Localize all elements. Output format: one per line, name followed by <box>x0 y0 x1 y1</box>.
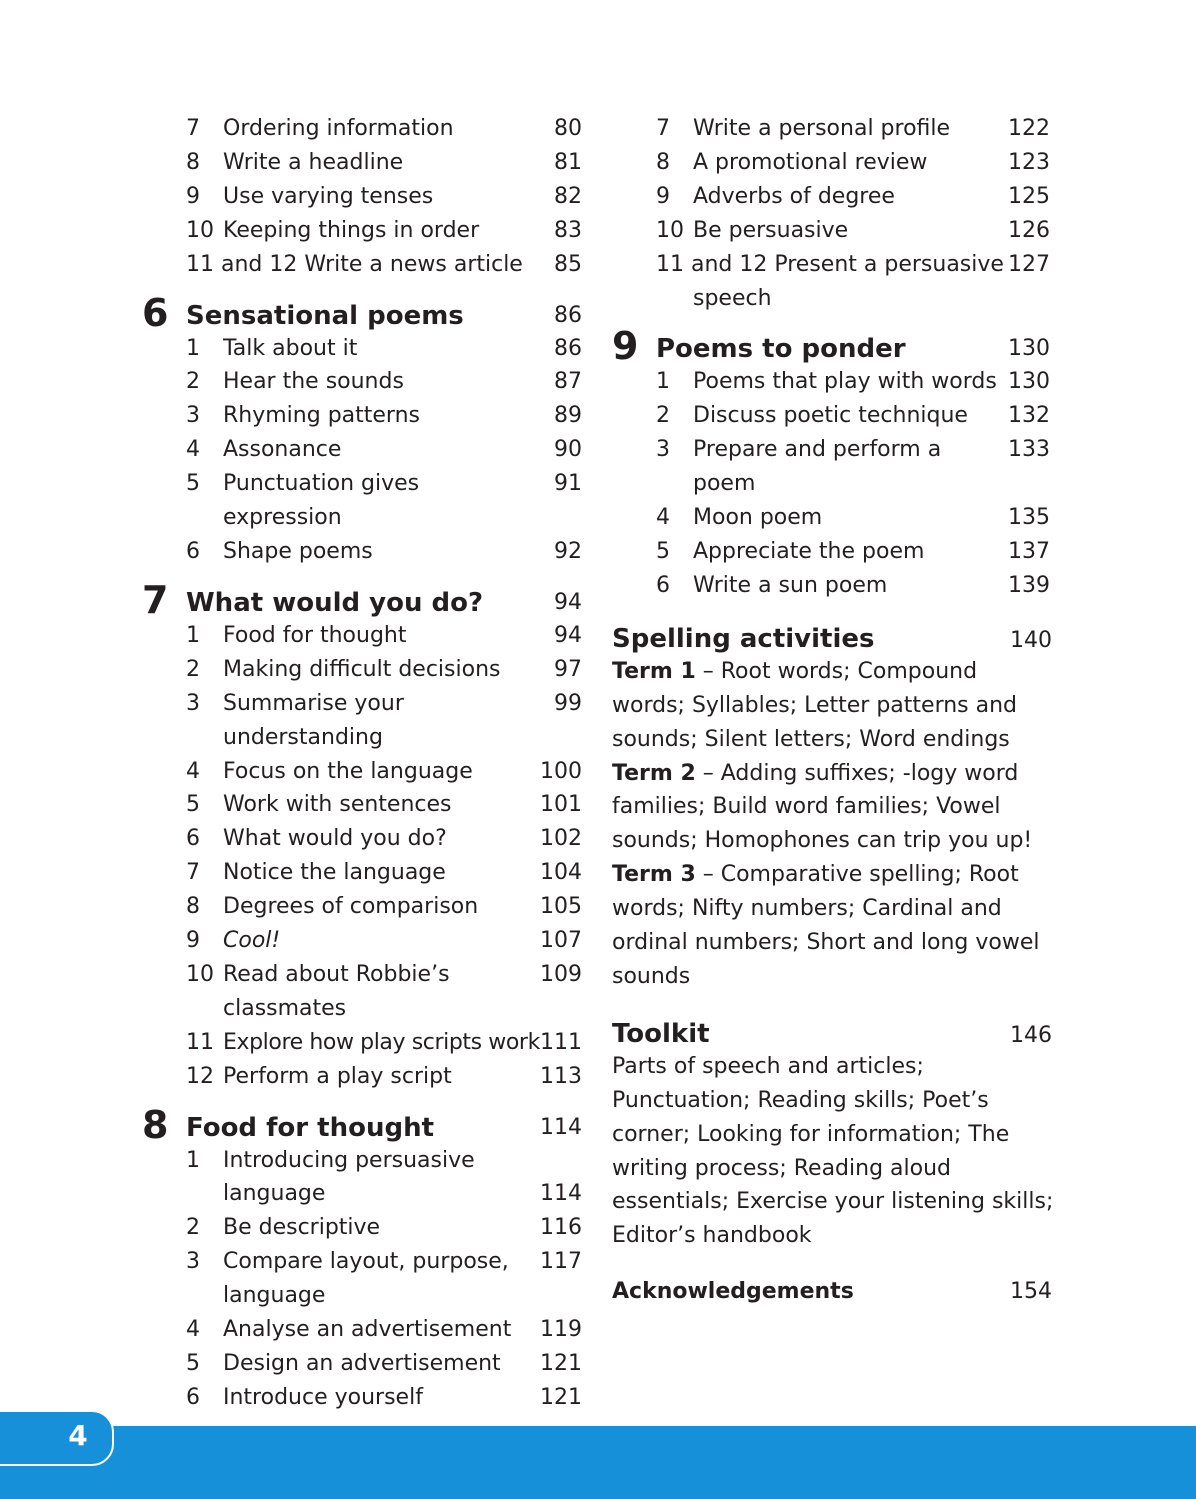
toc-entry[interactable] <box>612 569 1058 603</box>
entry-title-continued: speech <box>693 285 772 311</box>
toc-entry[interactable] <box>612 501 1058 535</box>
toc-entry[interactable] <box>142 924 590 958</box>
entry-number: 1 <box>186 335 200 361</box>
entry-page: 121 <box>540 1384 582 1410</box>
entry-page: 122 <box>1008 116 1050 141</box>
toc-entry[interactable] <box>142 332 590 366</box>
entry-page: 80 <box>554 116 582 141</box>
toc-entry[interactable] <box>142 687 590 755</box>
toc-entry[interactable] <box>612 248 1058 316</box>
unit-heading-9[interactable] <box>612 324 1058 369</box>
toc-entry[interactable] <box>142 788 590 822</box>
toc-entry[interactable] <box>142 433 590 467</box>
entry-number: 1 <box>186 1147 200 1173</box>
entry-title: Focus on the language <box>223 758 473 784</box>
entry-title: 11 and 12 Write a news article <box>186 251 523 277</box>
unit-title: What would you do? <box>186 587 484 618</box>
entry-page: 91 <box>554 471 582 497</box>
contents-right-column <box>612 112 1058 1307</box>
toolkit-heading[interactable] <box>612 1016 1058 1050</box>
unit-title: Poems to ponder <box>656 334 906 365</box>
toc-entry[interactable] <box>612 365 1058 399</box>
toc-entry[interactable] <box>142 399 590 433</box>
entry-number: 7 <box>656 116 670 141</box>
entry-page: 117 <box>540 1249 582 1275</box>
entry-title: Moon poem <box>693 505 823 531</box>
entry-title: Adverbs of degree <box>693 183 895 209</box>
toc-entry[interactable] <box>142 619 590 653</box>
toolkit-topics: Parts of speech and articles; Punctuation; Reading skills; Poet’s corner; Looking for information; The writing process; Reading aloud essentials; Exercise your listening skills; Editor’s handbook <box>612 1053 1054 1249</box>
section-title: Spelling activities <box>612 623 875 654</box>
entry-page: 94 <box>554 622 582 648</box>
acknowledgements-entry[interactable] <box>612 1273 1058 1307</box>
entry-page: 114 <box>540 1181 582 1207</box>
term-text: – Adding suffixes; -logy word families; Build word families; Vowel sounds; Homophones can trip you up! <box>612 760 1033 854</box>
unit-number: 6 <box>142 290 169 335</box>
entry-page: 85 <box>554 251 582 277</box>
entry-number: 3 <box>656 437 670 463</box>
entry-title: Cool! <box>223 928 281 954</box>
entry-page: 139 <box>1008 572 1050 598</box>
entry-title: 11 and 12 Present a persuasive <box>656 251 1004 277</box>
entry-number: 6 <box>186 538 200 564</box>
entry-page: 86 <box>554 335 582 361</box>
section-title: Toolkit <box>612 1018 710 1049</box>
entry-number: 5 <box>656 538 670 564</box>
entry-number: 8 <box>186 894 200 920</box>
unit-page: 114 <box>540 1114 582 1140</box>
entry-title: Rhyming patterns <box>223 403 420 429</box>
entry-number: 1 <box>656 369 670 395</box>
entry-title: Write a personal profile <box>693 116 951 141</box>
entry-number: 4 <box>186 758 200 784</box>
term-3-topics <box>612 858 1054 994</box>
entry-title: Write a headline <box>223 149 404 175</box>
unit-number: 9 <box>612 324 639 369</box>
entry-page: 92 <box>554 538 582 564</box>
entry-number: 6 <box>656 572 670 598</box>
toc-entry[interactable] <box>612 146 1058 180</box>
entry-page: 113 <box>540 1063 582 1089</box>
toc-entry[interactable] <box>142 1211 590 1245</box>
entry-page: 90 <box>554 437 582 463</box>
toc-entry[interactable] <box>142 755 590 789</box>
entry-title: Read about Robbie’s classmates <box>223 961 450 1021</box>
toc-entry[interactable] <box>142 214 590 248</box>
footer-bar <box>0 1426 1196 1499</box>
unit-heading-6[interactable] <box>142 290 590 335</box>
unit-page: 94 <box>554 589 582 615</box>
toc-entry[interactable] <box>142 1313 590 1347</box>
entry-page: 130 <box>1008 369 1050 395</box>
term-text: – Root words; Compound words; Syllables; Letter patterns and sounds; Silent letters; Word endings <box>612 658 1018 752</box>
entry-page: 83 <box>554 217 582 243</box>
entry-title: Analyse an advertisement <box>223 1317 512 1343</box>
entry-page: 99 <box>554 690 582 716</box>
entry-number: 6 <box>186 826 200 852</box>
entry-page: 82 <box>554 183 582 209</box>
entry-page: 102 <box>540 826 582 852</box>
entry-page: 97 <box>554 656 582 682</box>
entry-title: Work with sentences <box>223 792 452 818</box>
entry-title: Talk about it <box>223 335 358 361</box>
toc-entry[interactable] <box>612 535 1058 569</box>
toc-entry[interactable] <box>142 146 590 180</box>
toc-entry[interactable] <box>142 1245 590 1313</box>
toc-entry[interactable] <box>142 112 590 146</box>
entry-page: 119 <box>540 1317 582 1343</box>
toc-entry[interactable] <box>612 112 1058 146</box>
entry-number: 10 <box>186 217 214 243</box>
entry-page: 107 <box>540 928 582 954</box>
entry-number: 6 <box>186 1384 200 1410</box>
toc-entry[interactable] <box>612 180 1058 214</box>
entry-number: 5 <box>186 471 200 497</box>
entry-number: 4 <box>656 505 670 531</box>
entry-number: 10 <box>186 961 214 987</box>
entry-page: 87 <box>554 369 582 395</box>
entry-title: Punctuation gives expression <box>223 471 420 531</box>
toc-entry[interactable] <box>142 856 590 890</box>
entry-page: 104 <box>540 860 582 886</box>
entry-page: 100 <box>540 758 582 784</box>
toc-entry[interactable] <box>142 180 590 214</box>
entry-page: 81 <box>554 149 582 175</box>
entry-number: 5 <box>186 1351 200 1376</box>
toc-entry[interactable] <box>142 1144 590 1212</box>
entry-page: 127 <box>1008 251 1050 277</box>
toc-entry[interactable] <box>612 433 1058 501</box>
entry-page: 121 <box>540 1351 582 1376</box>
toc-entry[interactable] <box>142 822 590 856</box>
section-page: 146 <box>1010 1022 1052 1048</box>
entry-title: Discuss poetic technique <box>693 403 968 429</box>
entry-page: 126 <box>1008 217 1050 243</box>
unit-title: Food for thought <box>186 1112 435 1143</box>
term-label: Term 3 <box>612 862 696 888</box>
entry-page: 111 <box>540 1029 582 1055</box>
entry-title: Assonance <box>223 437 342 463</box>
entry-title: Introduce yourself <box>223 1384 423 1410</box>
toc-entry[interactable] <box>142 365 590 399</box>
unit-page: 130 <box>1008 336 1050 362</box>
entry-title: Hear the sounds <box>223 369 404 395</box>
entry-page: 116 <box>540 1215 582 1241</box>
entry-number: 3 <box>186 403 200 429</box>
entry-title: Introducing persuasive language <box>223 1147 475 1207</box>
acknowledgements-page: 154 <box>1010 1279 1052 1305</box>
entry-title: Use varying tenses <box>223 183 434 209</box>
page-number: 4 <box>68 1419 88 1452</box>
term-2-topics <box>612 757 1054 859</box>
entry-title: Prepare and perform a poem <box>693 437 942 497</box>
entry-page: 101 <box>540 792 582 818</box>
entry-title: A promotional review <box>693 149 928 175</box>
entry-title: Notice the language <box>223 860 446 886</box>
entry-number: 9 <box>186 183 200 209</box>
entry-title: Appreciate the poem <box>693 538 925 564</box>
entry-title: Food for thought <box>223 622 407 648</box>
toc-entry[interactable] <box>612 399 1058 433</box>
entry-number: 10 <box>656 217 684 243</box>
entry-title: Compare layout, purpose, language <box>223 1249 509 1309</box>
entry-number: 2 <box>656 403 670 429</box>
entry-title: Write a sun poem <box>693 572 888 598</box>
entry-title: Perform a play script <box>223 1063 452 1089</box>
entry-title: Shape poems <box>223 538 373 564</box>
entry-number: 9 <box>656 183 670 209</box>
section-page: 140 <box>1010 627 1052 653</box>
entry-title: Degrees of comparison <box>223 894 479 920</box>
entry-title: Summarise your understanding <box>223 690 404 750</box>
entry-number: 8 <box>656 149 670 175</box>
term-label: Term 2 <box>612 760 696 786</box>
entry-page: 133 <box>1008 437 1050 463</box>
term-1-topics <box>612 655 1054 757</box>
toc-entry[interactable] <box>142 958 590 1026</box>
entry-number: 5 <box>186 792 200 818</box>
entry-title: Ordering information <box>223 116 454 141</box>
entry-page: 125 <box>1008 183 1050 209</box>
entry-number: 2 <box>186 656 200 682</box>
entry-number: 2 <box>186 369 200 395</box>
toc-entry[interactable] <box>142 1026 590 1060</box>
page-number-tab <box>0 1410 114 1466</box>
toc-entry[interactable] <box>142 248 590 282</box>
toc-entry[interactable] <box>142 535 590 569</box>
term-text: – Comparative spelling; Root words; Nifty numbers; Cardinal and ordinal numbers; Short and long vowel sounds <box>612 862 1040 989</box>
unit-title: Sensational poems <box>186 300 464 331</box>
entry-number: 3 <box>186 1249 200 1275</box>
entry-page: 89 <box>554 403 582 429</box>
toc-entry[interactable] <box>612 214 1058 248</box>
unit-page: 86 <box>554 302 582 328</box>
entry-number: 8 <box>186 149 200 175</box>
toc-entry[interactable] <box>142 890 590 924</box>
toc-entry[interactable] <box>142 1060 590 1094</box>
spelling-activities-heading[interactable] <box>612 621 1058 655</box>
entry-number: 4 <box>186 437 200 463</box>
entry-page: 123 <box>1008 149 1050 175</box>
entry-number: 7 <box>186 116 200 141</box>
entry-title: Explore how play scripts work <box>223 1029 540 1055</box>
entry-number: 4 <box>186 1317 200 1343</box>
unit-heading-8[interactable] <box>142 1102 590 1147</box>
entry-page: 105 <box>540 894 582 920</box>
entry-title: Poems that play with words <box>693 369 997 395</box>
toc-entry[interactable] <box>142 653 590 687</box>
entry-page: 132 <box>1008 403 1050 429</box>
acknowledgements-title: Acknowledgements <box>612 1279 854 1305</box>
contents-left-column <box>142 112 590 1415</box>
entry-number: 11 <box>186 1029 214 1055</box>
toc-entry[interactable] <box>142 1381 590 1415</box>
entry-number: 1 <box>186 622 200 648</box>
entry-page: 109 <box>540 961 582 987</box>
entry-title: Design an advertisement <box>223 1351 501 1376</box>
entry-number: 12 <box>186 1063 214 1089</box>
entry-title: Making difficult decisions <box>223 656 501 682</box>
entry-number: 9 <box>186 928 200 954</box>
unit-number: 7 <box>142 577 169 622</box>
term-label: Term 1 <box>612 658 696 684</box>
entry-title: Be persuasive <box>693 217 849 243</box>
entry-title: Be descriptive <box>223 1215 381 1241</box>
entry-title: What would you do? <box>223 826 447 852</box>
unit-number: 8 <box>142 1102 169 1147</box>
entry-page: 135 <box>1008 505 1050 531</box>
entry-number: 2 <box>186 1215 200 1241</box>
entry-page: 137 <box>1008 538 1050 564</box>
toc-entry[interactable] <box>142 467 590 535</box>
entry-number: 7 <box>186 860 200 886</box>
unit-heading-7[interactable] <box>142 577 590 622</box>
toc-entry[interactable] <box>142 1347 590 1381</box>
entry-number: 3 <box>186 690 200 716</box>
entry-title: Keeping things in order <box>223 217 480 243</box>
